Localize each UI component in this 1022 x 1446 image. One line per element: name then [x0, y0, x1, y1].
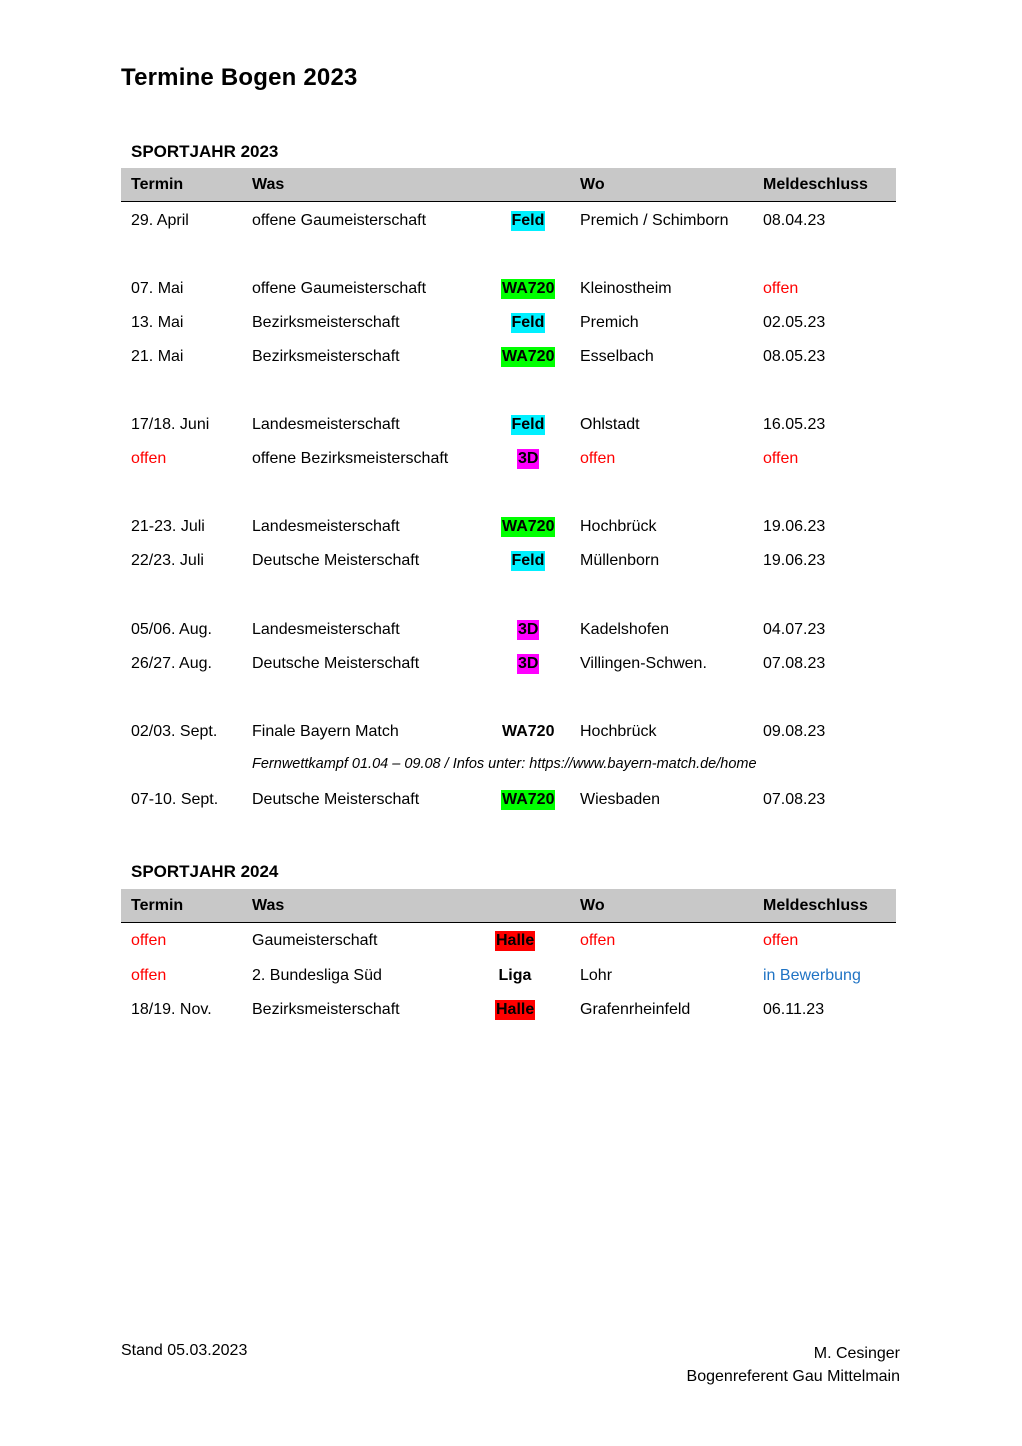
discipline-badge: Feld	[511, 552, 545, 569]
cell-termin: offen	[131, 967, 167, 984]
cell-was: Bezirksmeisterschaft	[252, 314, 400, 331]
discipline-badge: WA720	[502, 280, 555, 297]
table-row	[121, 272, 896, 306]
cell-termin: 18/19. Nov.	[131, 1001, 212, 1018]
discipline-badge: Feld	[511, 416, 545, 433]
cell-meldeschluss: 06.11.23	[763, 1001, 825, 1018]
cell-termin: 07. Mai	[131, 280, 184, 297]
cell-wo: Müllenborn	[580, 552, 660, 569]
header-termin: Termin	[131, 176, 184, 193]
discipline-badge: WA720	[502, 348, 555, 365]
footer-signature	[687, 1342, 900, 1388]
section-title-2024: SPORTJAHR 2024	[131, 862, 279, 881]
discipline-badge: 3D	[518, 621, 539, 638]
cell-was: offene Gaumeisterschaft	[252, 280, 427, 297]
cell-meldeschluss: 19.06.23	[763, 518, 826, 535]
cell-meldeschluss: offen	[763, 280, 799, 297]
cell-termin: 22/23. Juli	[131, 552, 204, 569]
table-row	[121, 204, 896, 238]
cell-wo: Premich	[580, 314, 639, 331]
cell-wo: Hochbrück	[580, 518, 657, 535]
table-row	[121, 510, 896, 544]
table-row	[121, 306, 896, 340]
cell-meldeschluss: 04.07.23	[763, 621, 826, 638]
cell-meldeschluss: 08.05.23	[763, 348, 826, 365]
cell-wo: Villingen-Schwen.	[580, 655, 707, 672]
cell-termin: 07-10. Sept.	[131, 791, 219, 808]
header-wo: Wo	[580, 176, 605, 193]
discipline-badge: Halle	[496, 1001, 535, 1018]
table-row	[121, 442, 896, 476]
cell-wo: offen	[580, 450, 616, 467]
discipline-badge: Halle	[496, 932, 535, 949]
table-row	[121, 544, 896, 578]
cell-termin: 26/27. Aug.	[131, 655, 212, 672]
header-wo: Wo	[580, 897, 605, 914]
cell-was: Deutsche Meisterschaft	[252, 655, 420, 672]
discipline-badge: WA720	[502, 791, 555, 808]
table-header-2023	[121, 168, 896, 202]
cell-termin: 13. Mai	[131, 314, 184, 331]
table-row	[121, 340, 896, 374]
cell-termin: 05/06. Aug.	[131, 621, 212, 638]
cell-was: Gaumeisterschaft	[252, 932, 378, 949]
cell-was: offene Bezirksmeisterschaft	[252, 450, 449, 467]
cell-meldeschluss: offen	[763, 450, 799, 467]
header-termin: Termin	[131, 897, 184, 914]
cell-meldeschluss: 07.08.23	[763, 655, 826, 672]
section-title-2023: SPORTJAHR 2023	[131, 142, 279, 161]
header-was: Was	[252, 176, 285, 193]
table-header-2024	[121, 889, 896, 923]
cell-termin: offen	[131, 932, 167, 949]
cell-was: 2. Bundesliga Süd	[252, 967, 382, 984]
cell-was: Deutsche Meisterschaft	[252, 791, 420, 808]
table-row	[121, 613, 896, 647]
header-meldeschluss: Meldeschluss	[763, 897, 868, 914]
footer-stand: Stand 05.03.2023	[121, 1342, 248, 1359]
cell-wo: Grafenrheinfeld	[580, 1001, 691, 1018]
cell-meldeschluss: offen	[763, 932, 799, 949]
cell-termin: 21-23. Juli	[131, 518, 205, 535]
cell-termin: 17/18. Juni	[131, 416, 210, 433]
cell-meldeschluss: 16.05.23	[763, 416, 826, 433]
table-row	[121, 715, 896, 749]
cell-meldeschluss: 09.08.23	[763, 723, 826, 740]
cell-wo: Hochbrück	[580, 723, 657, 740]
cell-wo: offen	[580, 932, 616, 949]
cell-was: Bezirksmeisterschaft	[252, 1001, 400, 1018]
discipline-badge: Feld	[511, 314, 545, 331]
cell-was: Bezirksmeisterschaft	[252, 348, 400, 365]
table-row	[121, 408, 896, 442]
cell-was: Deutsche Meisterschaft	[252, 552, 420, 569]
cell-termin: offen	[131, 450, 167, 467]
discipline-badge: WA720	[502, 518, 555, 535]
discipline-badge: Liga	[498, 967, 532, 984]
cell-meldeschluss: 19.06.23	[763, 552, 826, 569]
footer-role: Bogenreferent Gau Mittelmain	[686, 1368, 900, 1385]
discipline-badge: 3D	[518, 450, 539, 467]
cell-wo: Esselbach	[580, 348, 654, 365]
cell-wo: Kleinostheim	[580, 280, 672, 297]
cell-was: Finale Bayern Match	[252, 723, 399, 740]
cell-termin: 29. April	[131, 212, 189, 229]
cell-wo: Ohlstadt	[580, 416, 640, 433]
table-row	[121, 993, 896, 1027]
page-title: Termine Bogen 2023	[121, 64, 358, 91]
cell-wo: Lohr	[580, 967, 613, 984]
cell-was: offene Gaumeisterschaft	[252, 212, 427, 229]
bayern-match-note: Fernwettkampf 01.04 – 09.08 / Infos unter: https://www.bayern-match.de/home	[252, 756, 757, 772]
cell-wo: Kadelshofen	[580, 621, 669, 638]
cell-meldeschluss: in Bewerbung	[763, 967, 861, 984]
cell-wo: Premich / Schimborn	[580, 212, 729, 229]
discipline-badge: 3D	[518, 655, 539, 672]
table-row	[121, 647, 896, 681]
cell-meldeschluss: 07.08.23	[763, 791, 826, 808]
header-meldeschluss: Meldeschluss	[763, 176, 868, 193]
cell-wo: Wiesbaden	[580, 791, 661, 808]
header-was: Was	[252, 897, 285, 914]
discipline-badge: Feld	[511, 212, 545, 229]
cell-was: Landesmeisterschaft	[252, 518, 400, 535]
cell-termin: 21. Mai	[131, 348, 184, 365]
table-row	[121, 959, 896, 993]
cell-was: Landesmeisterschaft	[252, 621, 400, 638]
discipline-badge: WA720	[502, 723, 555, 740]
table-row	[121, 783, 896, 817]
table-row	[121, 924, 896, 958]
cell-was: Landesmeisterschaft	[252, 416, 400, 433]
footer-author: M. Cesinger	[813, 1345, 900, 1362]
cell-termin: 02/03. Sept.	[131, 723, 218, 740]
cell-meldeschluss: 08.04.23	[763, 212, 826, 229]
cell-meldeschluss: 02.05.23	[763, 314, 826, 331]
